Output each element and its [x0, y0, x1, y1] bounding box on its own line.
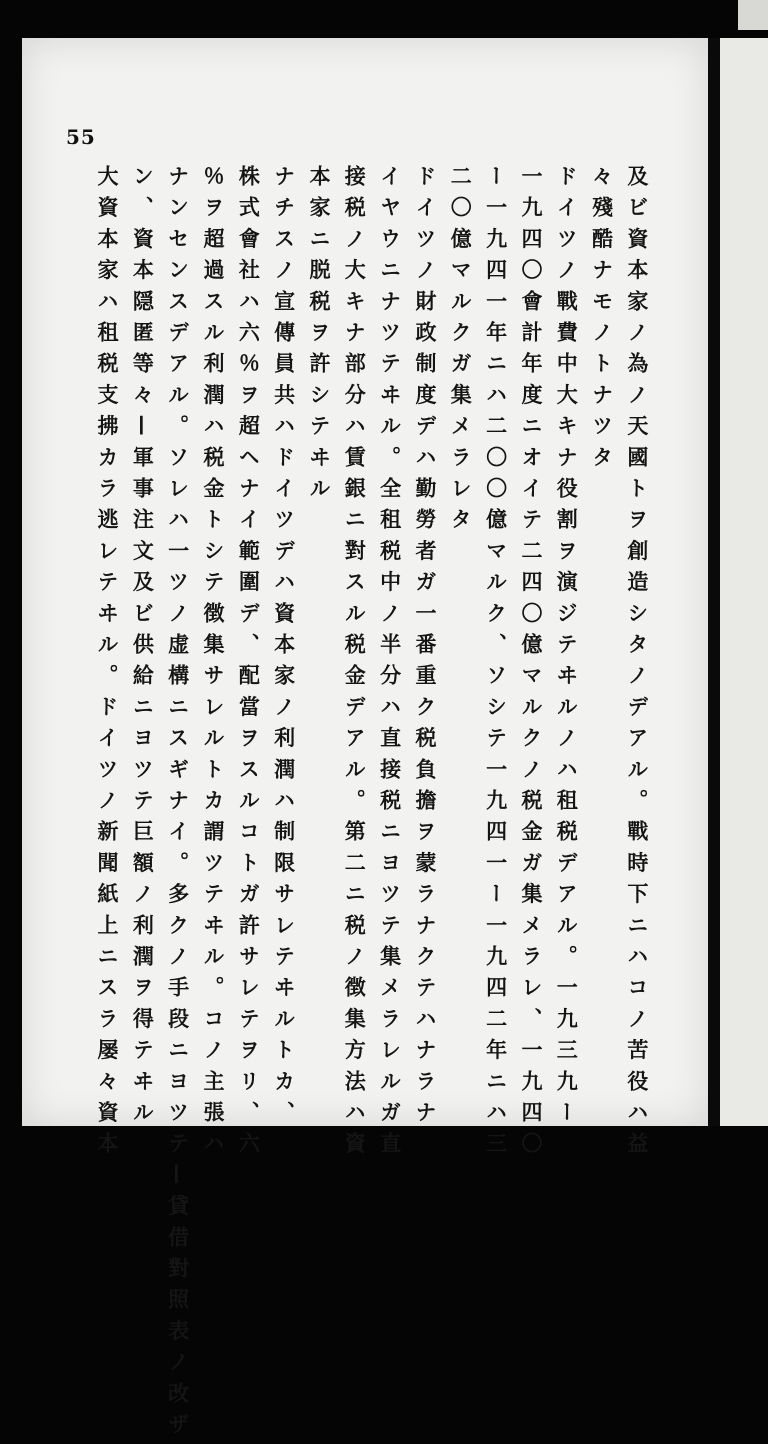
text-column: 一九四〇會計年度ニオイテ二四〇億マルクノ税金ガ集メラレ、一九四〇	[518, 165, 543, 1164]
text-column: 々殘酷ナモノトナツタ	[589, 165, 614, 477]
text-column: ナンセンスデアル。ソレハ一ツノ虚構ニスギナイ。多クノ手段ニヨツテ—貸借對照表ノ改ザ	[165, 165, 190, 1444]
text-column: 二〇億マルクガ集メラレタ	[448, 165, 473, 540]
facing-page-edge	[720, 38, 768, 1126]
text-column: ドイツノ戰費中大キナ役割ヲ演ジテヰルノハ租税デアル。一九三九ー	[554, 165, 579, 1133]
text-column: 接税ノ大キナ部分ハ賃銀ニ對スル税金デアル。第二ニ税ノ徴集方法ハ資	[342, 165, 367, 1164]
text-column: 本家ニ脱税ヲ許シテヰル	[306, 165, 331, 509]
text-column: ン、資本隠匿等々—軍事注文及ビ供給ニヨツテ巨額ノ利潤ヲ得テヰル	[130, 165, 155, 1133]
text-column: ドイツノ財政制度デハ勤勞者ガ一番重ク税負擔ヲ蒙ラナクテハナラナ	[412, 165, 437, 1133]
text-column: イヤウニナツテヰル。全租税中ノ半分ハ直接税ニヨツテ集メラレルガ直	[377, 165, 402, 1164]
text-column: 大資本家ハ租税支拂カラ逃レテヰル。ドイツノ新聞紙上ニスラ屡々資本	[95, 165, 119, 1164]
text-column: ナチスノ宣傳員共ハドイツデハ資本家ノ利潤ハ制限サレテヰルトカ、	[271, 165, 296, 1133]
text-column: 株式會社ハ六％ヲ超ヘナイ範圍デ、配當ヲスルコトガ許サレテヲリ、六	[236, 165, 261, 1164]
paper-corner	[738, 0, 768, 30]
text-column: 及ビ資本家ノ為ノ天國トヲ創造シタノデアル。戰時下ニハコノ苦役ハ益	[624, 165, 649, 1164]
vertical-text-block	[92, 165, 652, 1444]
text-column: ー一九四一年ニハ二〇〇億マルク、ソシテ一九四一ー一九四二年ニハ三	[483, 165, 508, 1164]
text-column: ％ヲ超過スル利潤ハ税金トシテ徴集サレルトカ謂ツテヰル。コノ主張ハ	[200, 165, 225, 1164]
page-number: 55	[66, 125, 96, 149]
